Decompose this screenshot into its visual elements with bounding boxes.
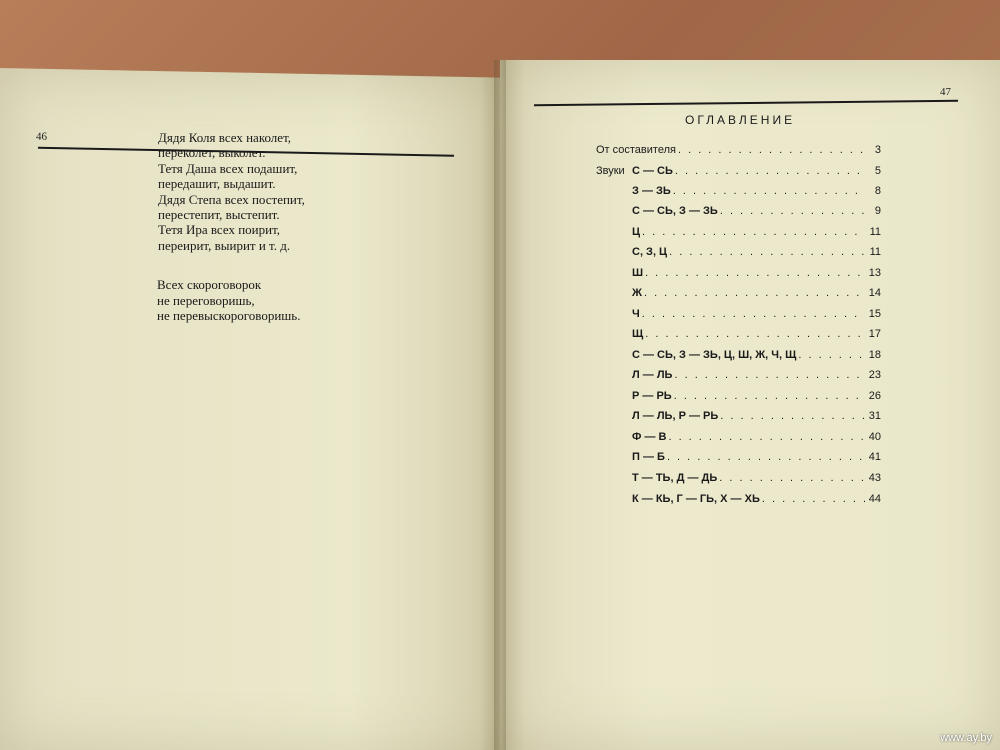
toc-leader-dots [675,165,865,177]
toc-page-number: 43 [868,472,881,484]
toc-leader-dots [798,349,865,361]
right-header-rule [534,100,958,106]
toc-entry [596,493,881,507]
toc-page-number: 13 [868,267,881,279]
toc-leader-dots [674,369,865,381]
toc-leader-dots [645,328,865,340]
left-page-number: 46 [36,130,47,143]
watermark: www.ay.by [940,732,992,744]
toc-page-number: 17 [868,328,881,340]
toc-entry [596,308,881,322]
toc-page-number: 41 [868,451,881,463]
toc-entry [596,431,881,445]
toc-leader-dots [667,451,865,463]
toc-leader-dots [644,287,865,299]
toc-leader-dots [720,205,865,217]
toc-entry [596,205,881,219]
toc-entry [596,165,881,179]
toc-label: Р — РЬ [632,390,672,402]
toc-prefix: Звуки [596,165,625,177]
toc-entry [596,185,881,199]
toc-label: С — СЬ [632,165,673,177]
poem-line: передашит, выдашит. [158,176,276,192]
toc-page-number: 8 [874,185,881,197]
toc-entry [596,390,881,404]
toc-label: З — ЗЬ [632,185,671,197]
toc-label: Л — ЛЬ [632,369,673,381]
toc-label: Л — ЛЬ, Р — РЬ [632,410,719,422]
toc-page-number: 11 [869,246,881,258]
toc-label: Ф — В [632,431,667,443]
toc-entry [596,349,881,363]
toc-leader-dots [762,493,865,505]
verse-line: Всех скороговорок [157,277,262,292]
tongue-twister-poem [158,130,305,253]
toc-label: Ж [632,287,642,299]
toc-entry [596,246,881,260]
toc-page-number: 44 [868,493,881,505]
toc-entry [596,472,881,486]
right-page-number: 47 [940,86,951,98]
toc-page-number: 5 [874,165,881,177]
toc-entry [596,369,881,383]
toc-entry [596,267,881,281]
poem-line: переколет, выколет. [158,145,266,161]
poem-line: Дядя Степа всех постепит, [158,191,305,207]
toc-label: Щ [632,328,644,340]
toc-label: С — СЬ, З — ЗЬ [632,205,718,217]
toc-leader-dots [668,431,865,443]
toc-page-number: 26 [868,390,881,402]
toc-leader-dots [720,410,865,422]
toc-page-number: 40 [868,431,881,443]
toc-leader-dots [642,308,865,320]
toc-page-number: 31 [868,410,881,422]
toc-label: Ш [632,267,644,279]
toc-page-number: 15 [868,308,881,320]
toc-page-number: 18 [868,349,881,361]
toc-label: К — КЬ, Г — ГЬ, Х — ХЬ [632,493,760,505]
poem-line: переирит, выирит и т. д. [158,237,291,253]
right-page [500,60,1000,750]
toc-entry [596,410,881,424]
toc-leader-dots [674,390,865,402]
poem-line: перестепит, выстепит. [158,207,280,223]
poem-line: Тетя Ира всех поирит, [158,222,281,238]
toc-page-number: 14 [868,287,881,299]
toc-label: Ц [632,226,641,238]
toc-entry [596,328,881,342]
toc-leader-dots [719,472,865,484]
toc-entry [596,287,881,301]
toc-label: От составителя [596,144,676,156]
toc-leader-dots [642,226,865,238]
toc-entry [596,451,881,465]
toc-leader-dots [645,267,865,279]
toc-leader-dots [678,144,865,156]
toc-label: Ч [632,308,640,320]
toc-leader-dots [669,246,865,258]
toc-entry [596,144,881,158]
toc-label: С, З, Ц [632,246,668,258]
toc-page-number: 11 [869,226,881,238]
toc-label: П — Б [632,451,665,463]
toc-entry [596,226,881,240]
closing-verse [157,277,300,324]
toc-page-number: 9 [874,205,881,217]
poem-line: Тетя Даша всех подашит, [158,160,298,176]
verse-line: не переговоришь, [157,292,255,308]
toc-leader-dots [673,185,865,197]
toc-title: ОГЛАВЛЕНИЕ [685,113,796,127]
toc-page-number: 3 [874,144,881,156]
verse-line: не перевыскороговоришь. [157,308,301,324]
poem-line: Дядя Коля всех наколет, [158,130,292,145]
toc-label: С — СЬ, З — ЗЬ, Ц, Ш, Ж, Ч, Щ [632,349,797,361]
book-gutter [494,60,506,750]
toc-page-number: 23 [868,369,881,381]
toc-label: Т — ТЬ, Д — ДЬ [632,472,718,484]
